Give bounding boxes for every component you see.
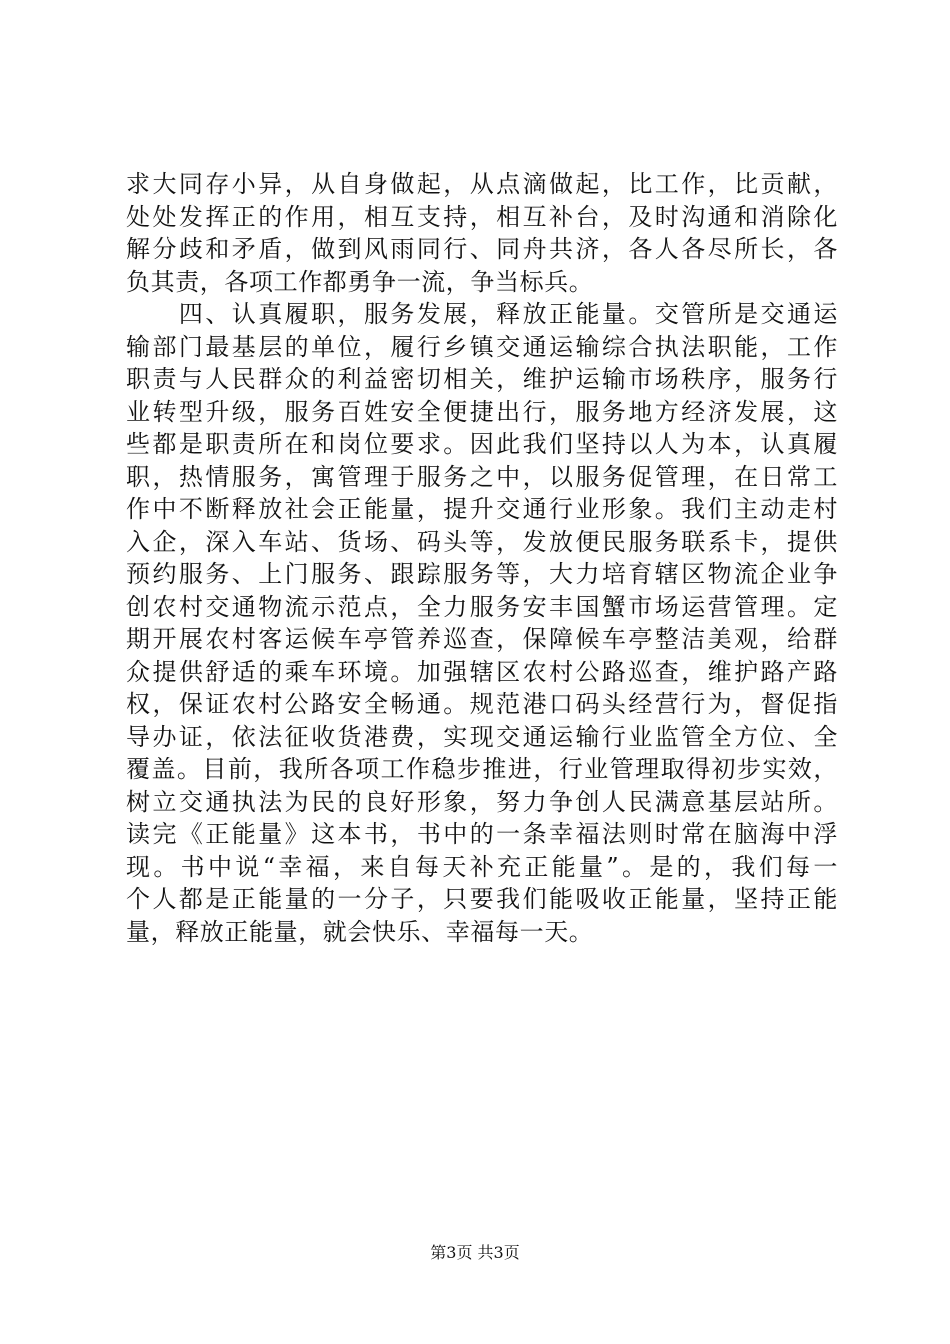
text-line: 解分歧和矛盾，做到风雨同行、同舟共济，各人各尽所长，各: [126, 235, 838, 263]
text-line: 处处发挥正的作用，相互支持，相互补台，及时沟通和消除化: [126, 202, 838, 231]
text-line: 职责与人民群众的利益密切相关，维护运输市场秩序，服务行: [126, 365, 838, 393]
text-line: 读完《正能量》这本书，书中的一条幸福法则时常在脑海中浮: [126, 820, 838, 848]
text-line: 树立交通执法为民的良好形象，努力争创人民满意基层站所。: [126, 787, 838, 816]
text-line: 些都是职责所在和岗位要求。因此我们坚持以人为本，认真履: [126, 430, 838, 458]
text-line: 业转型升级，服务百姓安全便捷出行，服务地方经济发展，这: [126, 397, 838, 426]
text-line: 输部门最基层的单位，履行乡镇交通运输综合执法职能，工作: [126, 332, 838, 361]
page-number-footer: 第3页 共3页: [430, 1243, 520, 1262]
text-line: 创农村交通物流示范点，全力服务安丰国蟹市场运营管理。定: [126, 592, 838, 621]
text-line: 求大同存小异，从自身做起，从点滴做起，比工作，比贡献，: [126, 170, 838, 198]
text-line: 四、认真履职，服务发展，释放正能量。交管所是交通运: [126, 300, 838, 328]
text-line: 众提供舒适的乘车环境。加强辖区农村公路巡查，维护路产路: [126, 657, 838, 686]
text-line: 导办证，依法征收货港费，实现交通运输行业监管全方位、全: [126, 722, 838, 751]
text-line: 个人都是正能量的一分子，只要我们能吸收正能量，坚持正能: [126, 885, 838, 913]
text-line: 作中不断释放社会正能量，提升交通行业形象。我们主动走村: [126, 495, 838, 523]
text-line: 期开展农村客运候车亭管养巡查，保障候车亭整洁美观，给群: [126, 625, 838, 653]
text-line: 权，保证农村公路安全畅通。规范港口码头经营行为，督促指: [126, 690, 838, 718]
text-line: 预约服务、上门服务、跟踪服务等，大力培育辖区物流企业争: [126, 560, 838, 588]
text-line: 入企，深入车站、货场、码头等，发放便民服务联系卡，提供: [126, 527, 838, 556]
body-text: [126, 168, 838, 948]
text-line: 量，释放正能量，就会快乐、幸福每一天。: [126, 917, 594, 946]
text-line: 现。书中说“幸福，来自每天补充正能量”。是的，我们每一: [126, 852, 838, 881]
text-line: 负其责，各项工作都勇争一流，争当标兵。: [126, 267, 594, 296]
text-line: 职，热情服务，寓管理于服务之中，以服务促管理，在日常工: [126, 462, 838, 491]
text-line: 覆盖。目前，我所各项工作稳步推进，行业管理取得初步实效，: [126, 755, 838, 783]
